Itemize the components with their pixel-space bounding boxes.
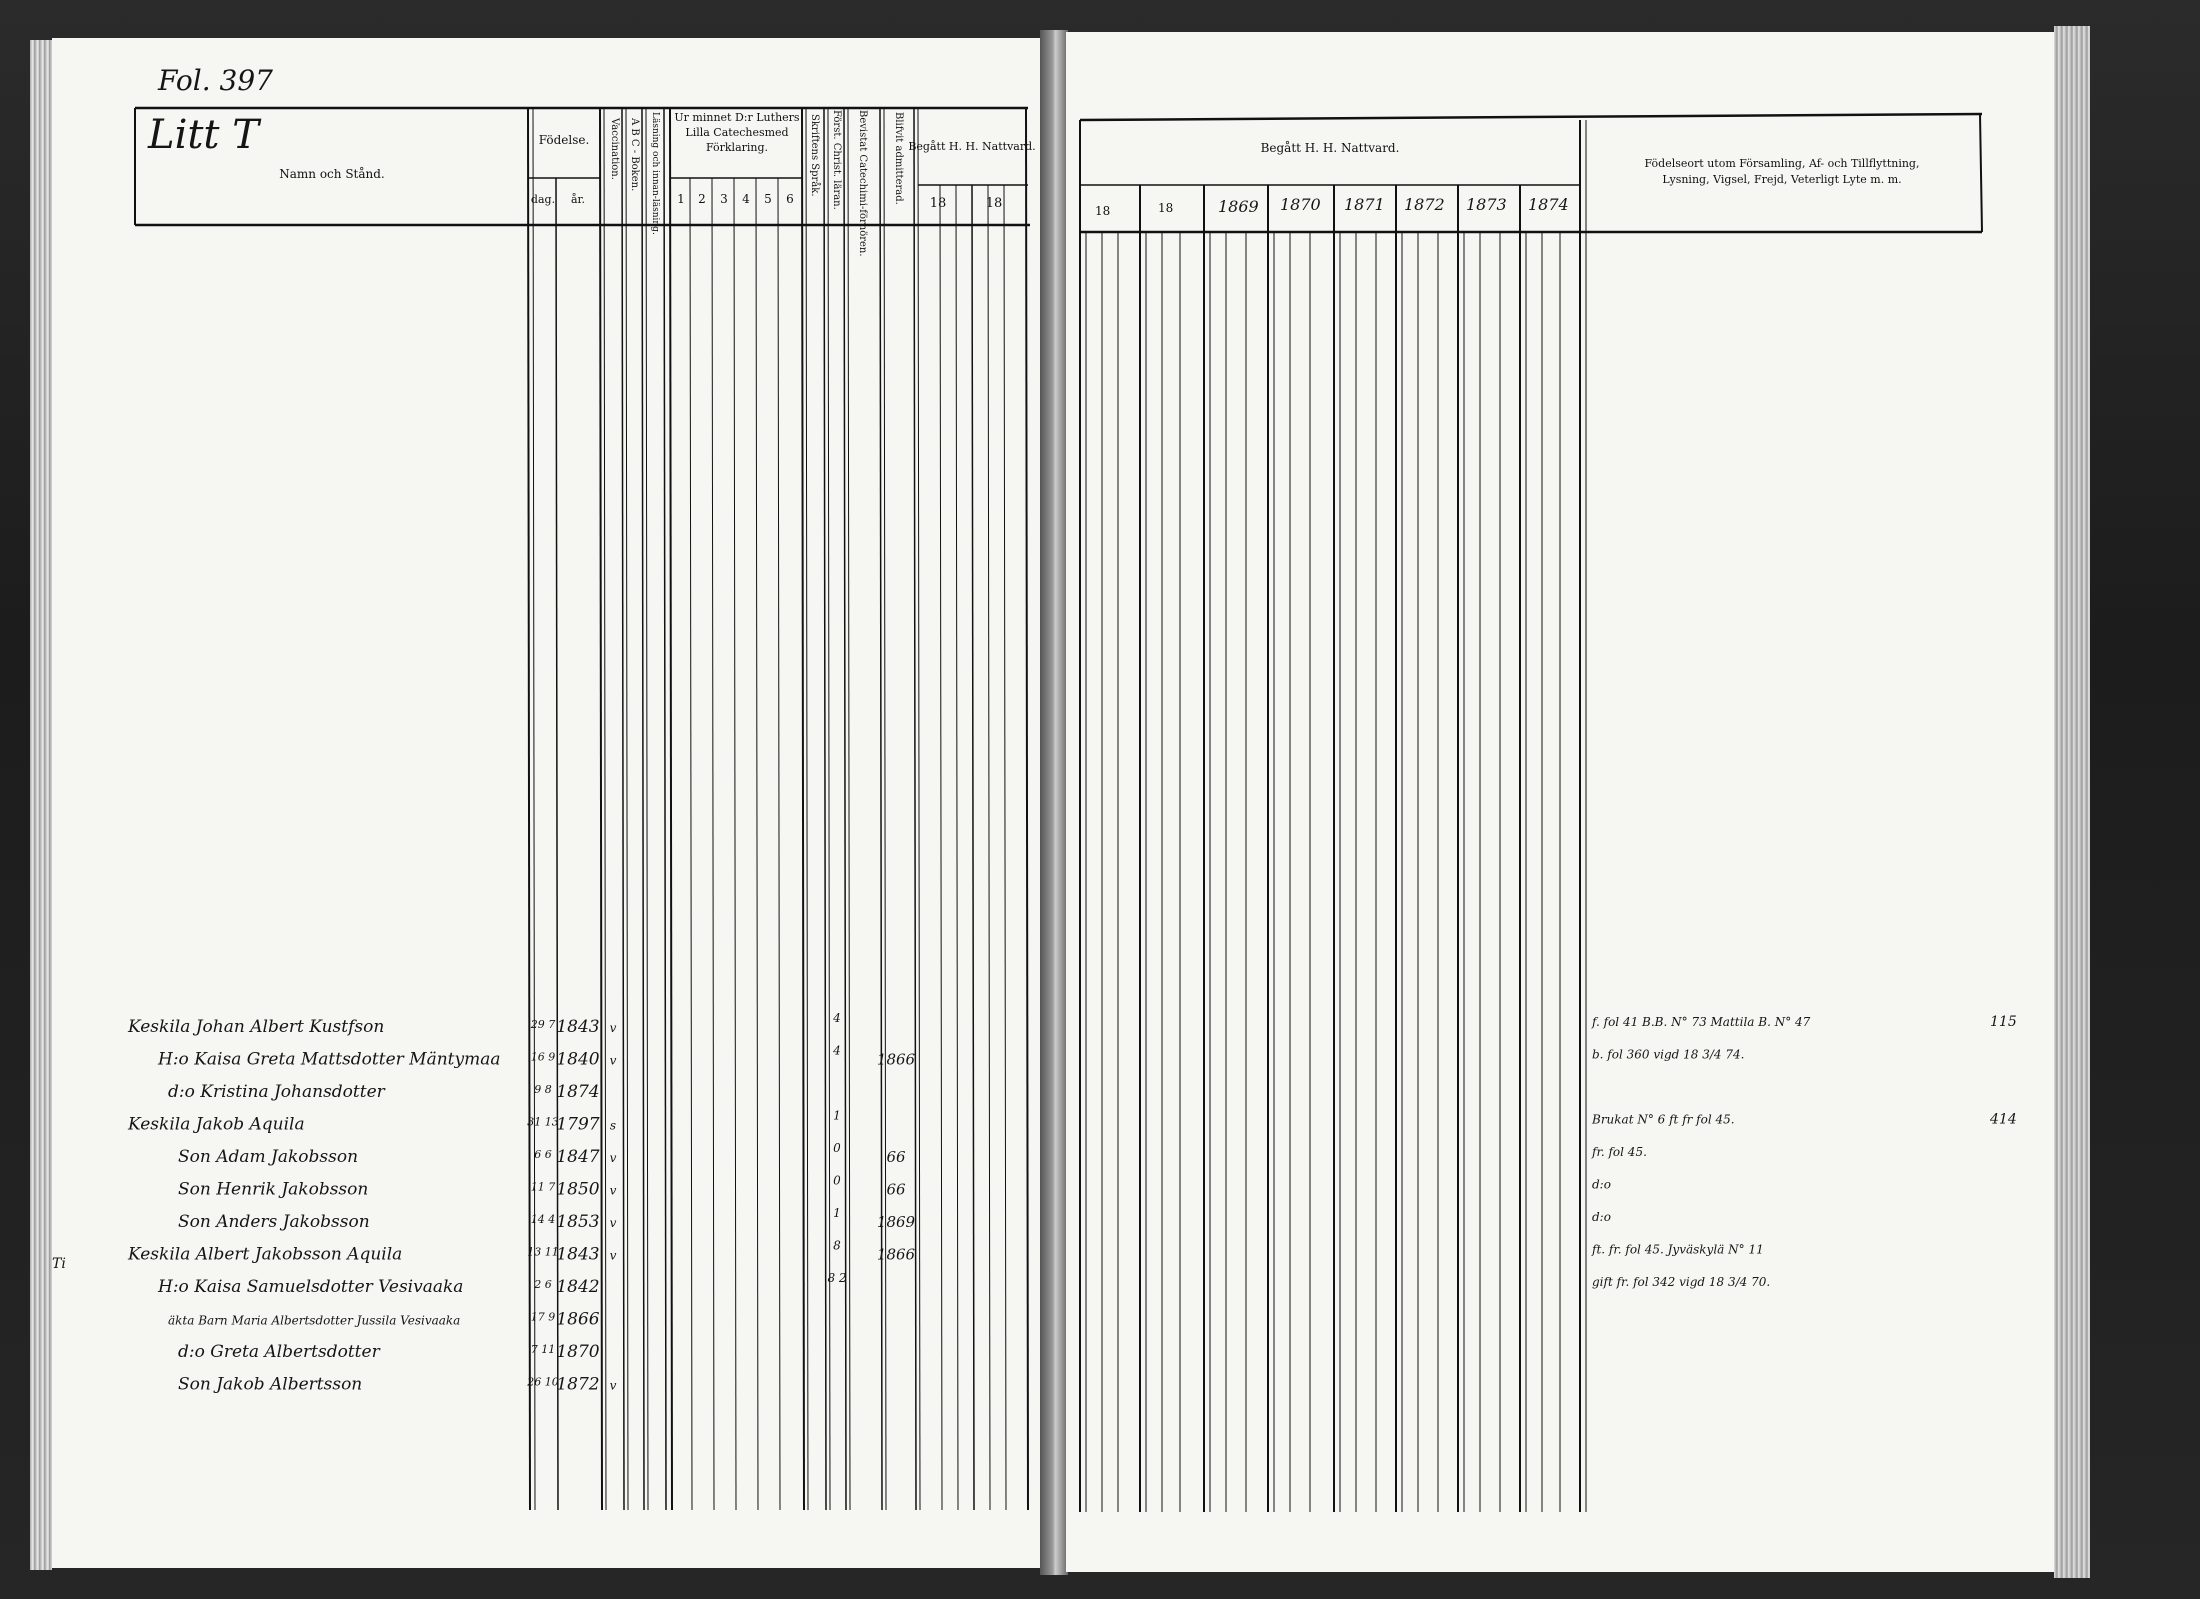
entry-admitted: 1869 bbox=[876, 1213, 916, 1231]
header-christ: Först. Christ. läran. bbox=[831, 110, 842, 210]
header-remarks-box bbox=[1632, 156, 1932, 206]
entry-remark: f. fol 41 B.B. N° 73 Mattila B. N° 47 bbox=[1592, 1015, 1811, 1029]
register-row bbox=[178, 1375, 617, 1395]
entry-name: Keskila Jakob Aquila bbox=[128, 1114, 305, 1135]
cat-num: 4 bbox=[742, 192, 750, 206]
header-abc: A B C - Boken. bbox=[629, 118, 640, 192]
entry-name: Keskila Albert Jakobsson Aquila bbox=[128, 1244, 403, 1265]
entry-birth-year: 1843 bbox=[556, 1017, 600, 1037]
remark-rows bbox=[1591, 1014, 2017, 1289]
entry-remark: b. fol 360 vigd 18 3/4 74. bbox=[1592, 1047, 1745, 1062]
year-col: 1869 bbox=[1218, 197, 1259, 216]
entry-birth-day: 6 6 bbox=[534, 1148, 552, 1161]
register-row bbox=[178, 1174, 906, 1200]
header-proven: Bevistat Catechimi-förhören. bbox=[857, 110, 868, 257]
year-col: 18 bbox=[1095, 204, 1111, 218]
entry-name: H:o Kaisa Samuelsdotter Vesivaaka bbox=[158, 1277, 464, 1297]
entry-christ-mark: 0 bbox=[833, 1141, 841, 1155]
entry-christ-mark: 4 bbox=[833, 1011, 841, 1025]
entry-christ-mark: 8 2 bbox=[827, 1271, 847, 1285]
entry-remark: gift fr. fol 342 vigd 18 3/4 70. bbox=[1592, 1275, 1771, 1289]
header-remarks: Födelseort utom Församling, Af- och Tillflyttning, Lysning, Vigsel, Frejd, Veterligt Lyte m. m. bbox=[1644, 157, 1920, 186]
entry-vaccination: v bbox=[609, 1216, 617, 1230]
remark-row bbox=[1591, 1243, 1764, 1257]
header-communion-right: Begått H. H. Nattvard. bbox=[1260, 141, 1400, 155]
entry-remark: d:o bbox=[1592, 1210, 1611, 1224]
entry-vaccination: v bbox=[609, 1151, 617, 1165]
entry-admitted: 66 bbox=[886, 1148, 906, 1166]
entry-remark: Brukat N° 6 ft fr fol 45. bbox=[1592, 1112, 1735, 1127]
register-row bbox=[178, 1141, 906, 1167]
remark-row bbox=[1591, 1014, 2017, 1030]
entry-name: d:o Kristina Johansdotter bbox=[168, 1082, 385, 1102]
entry-admitted: 1866 bbox=[876, 1245, 916, 1264]
entry-birth-day: 17 9 bbox=[530, 1310, 556, 1324]
entry-birth-year: 1843 bbox=[556, 1244, 600, 1265]
entry-name: Keskila Johan Albert Kustfson bbox=[128, 1017, 385, 1037]
cat-num: 1 bbox=[677, 192, 685, 206]
entry-christ-mark: 1 bbox=[833, 1108, 841, 1123]
header-catechism: Ur minnet D:r Luthers Lilla Catechesmed Förklaring. bbox=[674, 111, 800, 154]
header-name: Namn och Stånd. bbox=[279, 167, 385, 181]
year-col: 1870 bbox=[1280, 195, 1321, 214]
year-col: 1874 bbox=[1528, 195, 1569, 214]
register-row bbox=[178, 1206, 916, 1232]
entry-birth-day: 7 11 bbox=[530, 1343, 556, 1356]
entry-name: Son Adam Jakobsson bbox=[178, 1147, 359, 1167]
entry-christ-mark: 8 bbox=[833, 1238, 841, 1253]
header-day: dag. bbox=[530, 193, 556, 206]
year-col: 18 bbox=[1158, 201, 1174, 215]
side-note: Ti bbox=[52, 1256, 66, 1272]
header-vaccination: Vaccination. bbox=[609, 118, 620, 180]
register-row bbox=[127, 1109, 841, 1135]
entry-admitted: 1866 bbox=[876, 1050, 916, 1069]
entry-remark: d:o bbox=[1592, 1177, 1611, 1192]
year-col: 1873 bbox=[1466, 195, 1507, 214]
folio-number: Fol. 397 bbox=[158, 64, 273, 97]
entry-name: Son Henrik Jakobsson bbox=[178, 1179, 369, 1200]
entry-birth-year: 1866 bbox=[556, 1309, 600, 1330]
cat-num: 3 bbox=[720, 192, 728, 206]
entry-birth-year: 1847 bbox=[556, 1147, 600, 1167]
entry-birth-year: 1872 bbox=[556, 1374, 600, 1395]
entry-christ-mark: 0 bbox=[833, 1173, 841, 1188]
entry-name: d:o Greta Albertsdotter bbox=[178, 1342, 380, 1362]
year-col: 18 bbox=[985, 196, 1003, 211]
entry-birth-year: 1870 bbox=[556, 1342, 600, 1362]
entry-birth-day: 31 13 bbox=[527, 1115, 559, 1129]
entry-birth-day: 2 6 bbox=[534, 1278, 552, 1291]
header-reading: Läsning och innan-läsning. bbox=[650, 112, 660, 235]
remark-row bbox=[1592, 1275, 1770, 1289]
entry-birth-day: 16 9 bbox=[530, 1050, 556, 1064]
entry-birth-year: 1853 bbox=[556, 1212, 600, 1232]
entry-birth-day: 9 8 bbox=[534, 1083, 552, 1096]
remark-row bbox=[1591, 1145, 1647, 1159]
entry-birth-day: 29 7 bbox=[530, 1018, 556, 1031]
entry-vaccination: v bbox=[609, 1183, 617, 1198]
entry-birth-day: 26 10 bbox=[527, 1375, 559, 1389]
entry-birth-day: 13 11 bbox=[527, 1245, 559, 1259]
entry-vaccination: v bbox=[609, 1378, 617, 1393]
entry-christ-mark: 1 bbox=[833, 1206, 841, 1220]
entry-birth-year: 1840 bbox=[556, 1049, 600, 1070]
entry-margin-number: 414 bbox=[1990, 1111, 2017, 1128]
entry-rows bbox=[127, 1011, 916, 1395]
left-ruling bbox=[135, 108, 1030, 1510]
entry-vaccination: v bbox=[609, 1021, 617, 1035]
entry-remark: ft. fr. fol 45. Jyväskylä N° 11 bbox=[1592, 1242, 1764, 1257]
entry-name: Son Jakob Albertsson bbox=[178, 1374, 363, 1395]
entry-remark: fr. fol 45. bbox=[1592, 1145, 1647, 1159]
entry-vaccination: s bbox=[609, 1118, 617, 1133]
entry-birth-day: 11 7 bbox=[530, 1180, 556, 1194]
entry-birth-year: 1850 bbox=[556, 1179, 600, 1200]
cat-num: 2 bbox=[698, 192, 706, 206]
entry-birth-year: 1842 bbox=[556, 1277, 600, 1297]
register-row bbox=[127, 1011, 841, 1037]
header-communion-left: Begått H. H. Nattvard. bbox=[908, 140, 1036, 153]
header-scripture: Skriftens Språk. bbox=[809, 114, 820, 197]
communion-year-headers bbox=[1095, 195, 1569, 218]
entry-name: H:o Kaisa Greta Mattsdotter Mäntymaa bbox=[158, 1049, 501, 1070]
cat-num: 6 bbox=[786, 192, 794, 206]
entry-name: äkta Barn Maria Albertsdotter Jussila Vesivaaka bbox=[168, 1313, 461, 1328]
entry-vaccination: v bbox=[609, 1248, 617, 1263]
entry-christ-mark: 4 bbox=[833, 1043, 841, 1058]
entry-birth-year: 1874 bbox=[556, 1082, 600, 1102]
year-col: 18 bbox=[929, 196, 947, 211]
header-catechism-box bbox=[672, 110, 802, 176]
remark-row bbox=[1592, 1178, 1611, 1192]
register-row bbox=[157, 1044, 916, 1070]
section-mark: Litt T bbox=[148, 112, 259, 158]
right-ruling bbox=[1080, 114, 1982, 1512]
entry-birth-year: 1797 bbox=[556, 1114, 600, 1135]
year-col: 1871 bbox=[1344, 195, 1385, 214]
header-admitted: Blifvit admitterad. bbox=[893, 112, 904, 205]
remark-row bbox=[1591, 1112, 2017, 1128]
entry-birth-day: 14 4 bbox=[530, 1213, 556, 1226]
register-row bbox=[157, 1271, 847, 1297]
entry-vaccination: v bbox=[609, 1053, 617, 1068]
cat-num: 5 bbox=[764, 192, 772, 206]
register-row bbox=[127, 1239, 916, 1265]
entry-admitted: 66 bbox=[886, 1180, 906, 1199]
register-row bbox=[178, 1342, 600, 1362]
catechism-numbers bbox=[677, 192, 794, 206]
remark-row bbox=[1592, 1048, 1744, 1062]
year-col: 1872 bbox=[1404, 195, 1445, 214]
remark-row bbox=[1592, 1210, 1611, 1224]
header-birth: Födelse. bbox=[538, 133, 590, 147]
entry-margin-number: 115 bbox=[1990, 1014, 2017, 1030]
header-year: år. bbox=[570, 193, 586, 206]
entry-name: Son Anders Jakobsson bbox=[178, 1212, 370, 1232]
